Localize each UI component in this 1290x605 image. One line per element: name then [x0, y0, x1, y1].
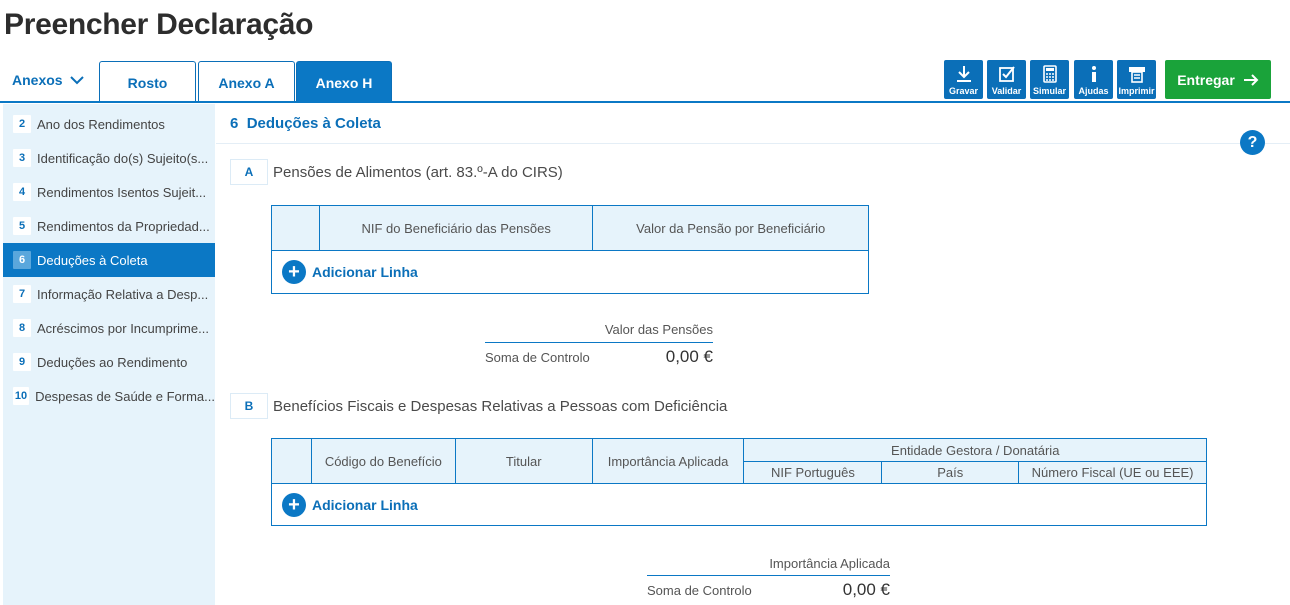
sidebar-item-acrescimos[interactable] [3, 311, 215, 345]
anexos-label: Anexos [12, 72, 63, 88]
plus-icon: + [282, 260, 306, 284]
column-header-numero-fiscal: Número Fiscal (UE ou EEE) [1019, 462, 1207, 484]
sidebar-item-number: 6 [13, 251, 31, 269]
add-line-label: Adicionar Linha [312, 496, 418, 513]
info-icon [1085, 65, 1103, 83]
section-title [230, 115, 381, 132]
gravar-button[interactable] [944, 60, 983, 99]
simular-label: Simular [1032, 86, 1066, 96]
add-line-button[interactable] [282, 260, 418, 284]
sidebar-item-informacao-despesas[interactable] [3, 277, 215, 311]
section-divider [216, 143, 1290, 144]
ajudas-button[interactable] [1074, 60, 1113, 99]
quadro-a-letter: A [230, 159, 268, 185]
sidebar-item-number: 7 [13, 285, 31, 303]
sidebar-item-ano-rendimentos[interactable] [3, 107, 215, 141]
validar-button[interactable] [987, 60, 1026, 99]
sidebar-item-rendimentos-isentos[interactable] [3, 175, 215, 209]
sidebar-item-label: Rendimentos Isentos Sujeit... [37, 184, 207, 200]
column-header-valor-pensao: Valor da Pensão por Beneficiário [593, 206, 869, 251]
sidebar-item-rendimentos-propriedade[interactable] [3, 209, 215, 243]
printer-icon [1128, 65, 1146, 83]
add-line-button[interactable] [282, 493, 418, 517]
sidebar-item-number: 2 [13, 115, 31, 133]
sidebar-item-number: 4 [13, 183, 31, 201]
gravar-label: Gravar [948, 86, 979, 96]
arrow-right-icon [1243, 73, 1259, 87]
column-header-nif-beneficiario: NIF do Beneficiário das Pensões [319, 206, 593, 251]
imprimir-label: Imprimir [1118, 86, 1155, 96]
section-title-text: Deduções à Coleta [246, 115, 381, 132]
sidebar-item-label: Deduções ao Rendimento [37, 354, 188, 370]
sidebar-item-number: 9 [13, 353, 31, 371]
sidebar [3, 104, 215, 605]
column-group-entidade-gestora: Entidade Gestora / Donatária [744, 439, 1207, 462]
page-title: Preencher Declaração [4, 8, 314, 41]
sidebar-item-label: Rendimentos da Propriedad... [37, 218, 210, 234]
sidebar-item-label: Ano dos Rendimentos [37, 116, 165, 132]
summary-value: 0,00 € [665, 347, 713, 366]
plus-icon: + [282, 493, 306, 517]
summary-label: Soma de Controlo [647, 583, 752, 598]
download-icon [955, 65, 973, 83]
entregar-button[interactable] [1165, 60, 1271, 99]
checkbox-icon [998, 65, 1016, 83]
sidebar-item-number: 5 [13, 217, 31, 235]
summary-header: Valor das Pensões [604, 322, 713, 337]
sidebar-item-deducoes-rendimento[interactable] [3, 345, 215, 379]
sidebar-item-number: 10 [13, 387, 29, 405]
validar-label: Validar [991, 86, 1022, 96]
summary-divider [647, 575, 890, 576]
sidebar-item-label: Informação Relativa a Desp... [37, 286, 209, 302]
sidebar-item-label: Acréscimos por Incumprime... [37, 320, 209, 336]
sidebar-item-despesas-saude[interactable] [3, 379, 215, 413]
column-header-nif-portugues: NIF Português [744, 462, 882, 484]
pensoes-table [271, 205, 869, 294]
sidebar-item-deducoes-coleta[interactable] [3, 243, 215, 277]
column-header-pais: País [882, 462, 1019, 484]
sidebar-item-number: 3 [13, 149, 31, 167]
add-line-label: Adicionar Linha [312, 264, 418, 280]
summary-label: Soma de Controlo [485, 350, 590, 365]
sidebar-item-identificacao[interactable] [3, 141, 215, 175]
beneficios-table [271, 438, 1207, 526]
section-number: 6 [230, 115, 239, 132]
sidebar-item-label: Identificação do(s) Sujeito(s... [37, 150, 209, 166]
row-select-header [272, 206, 320, 251]
summary-value: 0,00 € [842, 580, 890, 599]
tab-rosto[interactable]: Rosto [99, 61, 196, 103]
ajudas-label: Ajudas [1078, 86, 1109, 96]
add-row-cell [272, 251, 869, 294]
column-header-codigo-beneficio: Código do Benefício [311, 439, 455, 484]
anexos-dropdown[interactable] [12, 72, 85, 88]
help-icon[interactable]: ? [1240, 130, 1265, 155]
simular-button[interactable] [1030, 60, 1069, 99]
sidebar-item-number: 8 [13, 319, 31, 337]
tab-anexo-a[interactable]: Anexo A [198, 61, 295, 103]
tab-anexo-h[interactable]: Anexo H [296, 61, 392, 103]
summary-header: Importância Aplicada [769, 556, 890, 571]
calculator-icon [1041, 65, 1059, 83]
add-row-cell [272, 484, 1207, 526]
imprimir-button[interactable] [1117, 60, 1156, 99]
sidebar-item-label: Deduções à Coleta [37, 252, 148, 268]
quadro-b-title: Benefícios Fiscais e Despesas Relativas a Pessoas com Deficiência [273, 398, 728, 415]
sidebar-item-label: Despesas de Saúde e Forma... [35, 388, 215, 404]
tabs-divider [0, 101, 1290, 103]
column-header-titular: Titular [455, 439, 592, 484]
entregar-label: Entregar [1177, 71, 1235, 88]
row-select-header [272, 439, 312, 484]
chevron-down-icon [69, 74, 85, 86]
column-header-importancia-aplicada: Importância Aplicada [592, 439, 744, 484]
quadro-a-title: Pensões de Alimentos (art. 83.º-A do CIRS) [273, 164, 563, 181]
quadro-b-letter: B [230, 393, 268, 419]
summary-divider [485, 342, 713, 343]
